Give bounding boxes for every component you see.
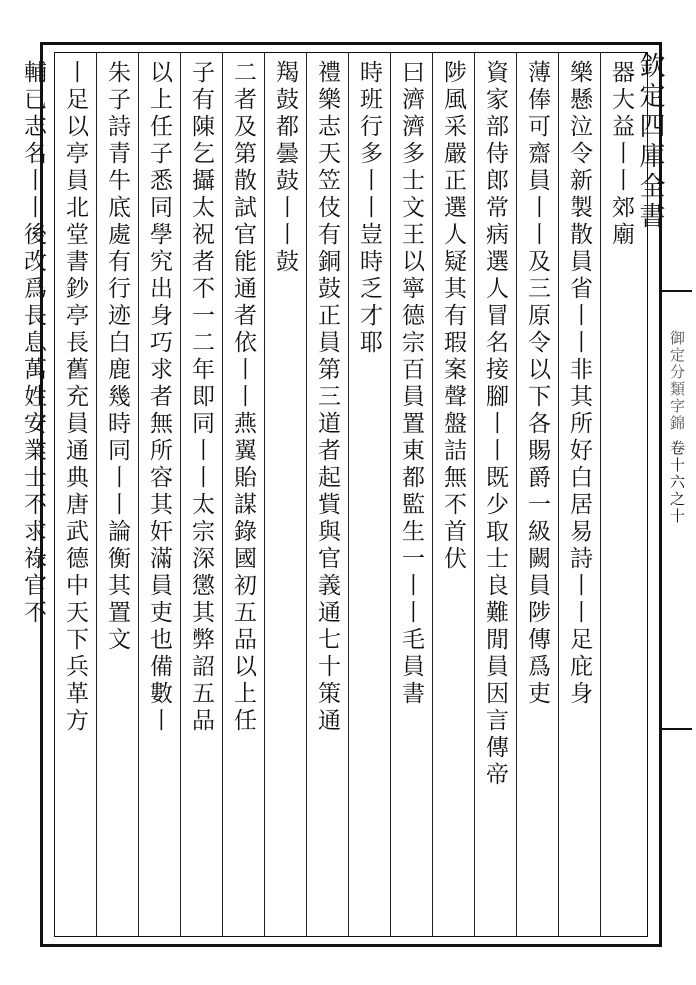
text-column: 丨足以亭員北堂書鈔亭長舊充員通典唐武德中天下兵革方 [62,60,88,735]
text-column: 資家部侍郎常病選人冒名接腳丨丨既少取士良難閒員因言傳帝 [482,60,508,789]
text-column: 陟風采嚴正選人疑其有瑕案聲盤詰無不首伏 [440,60,466,573]
text-column: 時班行多丨丨豈時乏才耶 [356,60,382,357]
volume-label: 卷十六之十 [668,440,686,525]
text-column: 以上任子悉同學究出身巧求者無所容其奸滿員吏也備數丨 [146,60,172,735]
text-column: 曰濟濟多士文王以寧德宗百員置東都監生一丨丨毛員書 [398,60,424,708]
text-column: 子有陳乞攝太祝者不一二年即同丨丨太宗深懲其弊詔五品 [188,60,214,735]
text-column: 薄俸可齋員丨丨及三原令以下各賜爵一級闕員陟傳爲吏 [524,60,550,708]
text-column: 羯鼓都曇鼓丨丨鼓 [272,60,298,276]
book-title: 御定分類字錦 [668,330,686,432]
text-column: 禮樂志天笠伎有銅鼓正員第三道者起貲與官義通七十策通 [314,60,340,735]
text-column: 樂懸泣令新製散員省丨丨非其所好白居易詩丨丨足庇身 [566,60,592,708]
text-column: 二者及第散試官能通者依丨丨燕翼貽謀錄國初五品以上任 [230,60,256,735]
text-column: 輔已志名丨丨後改爲長息萬姓安業士不求祿官不 [20,60,46,627]
text-column: 朱子詩青牛底處有行迹白鹿幾時同丨丨論衡其置文 [104,60,130,654]
text-column: 器大益丨丨郊廟 [608,60,634,249]
collection-title: 欽定四庫全書 [635,52,665,232]
